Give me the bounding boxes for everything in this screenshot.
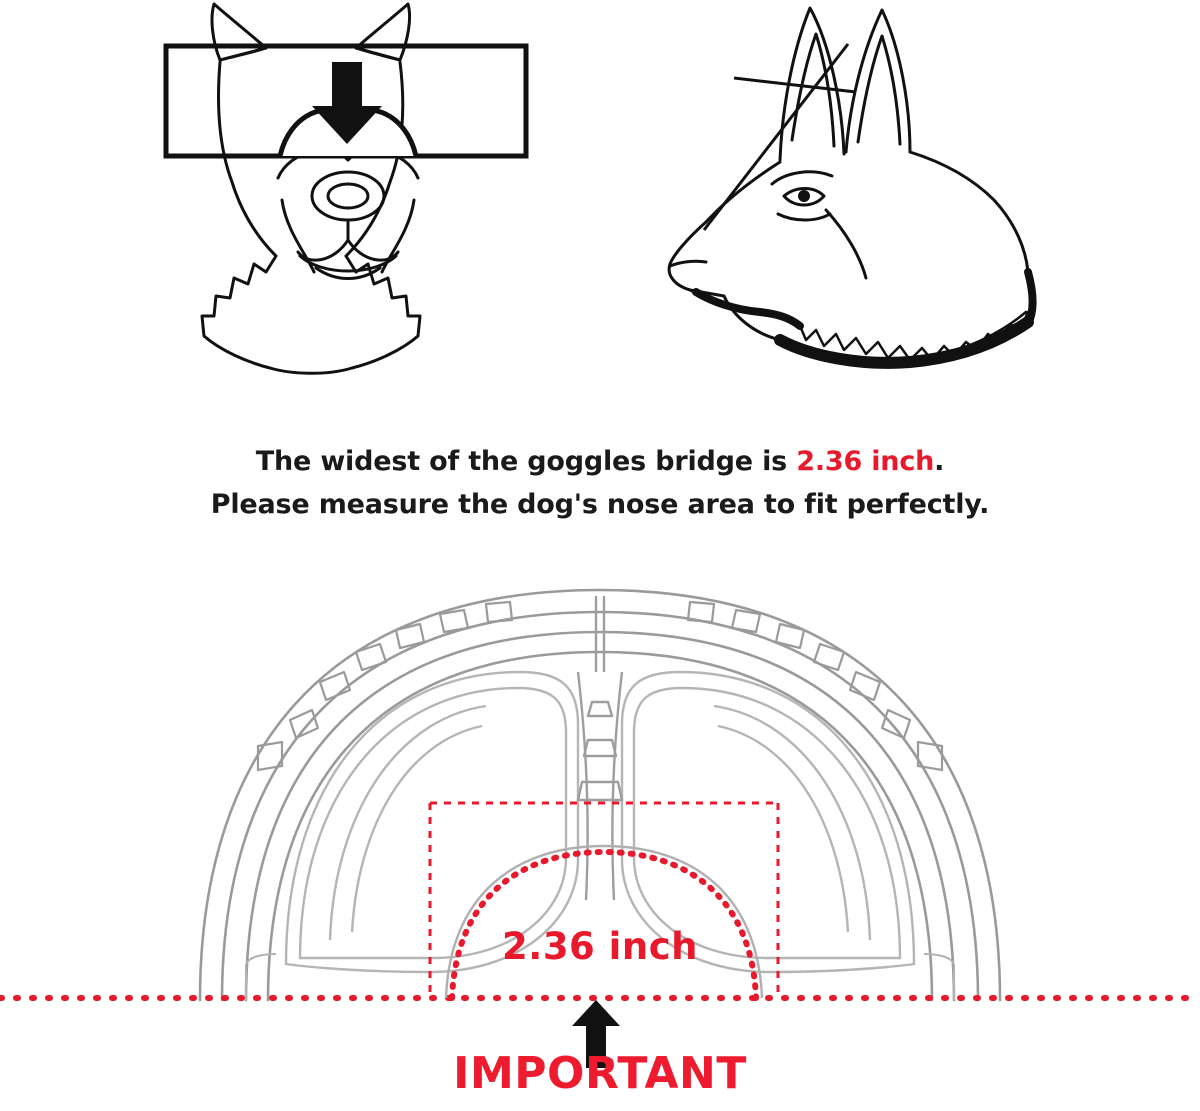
caption-line-1-prefix: The widest of the goggles bridge is (255, 446, 797, 477)
bridge-arch-outline (446, 846, 762, 998)
caption-line-1 (0, 440, 1200, 483)
illustration-row (0, 0, 1200, 420)
dog-front-face-with-goggles-outline (150, 0, 570, 400)
caption-line-1-suffix: . (934, 446, 945, 477)
measurement-box (430, 803, 778, 998)
caption-line-2: Please measure the dog's nose area to fit perfectly. (210, 489, 990, 521)
measurement-value-label: 2.36 inch (502, 925, 698, 968)
caption-block (0, 440, 1200, 526)
dog-side-profile-outline (660, 0, 1100, 390)
caption-measurement-highlight: 2.36 inch (796, 446, 935, 477)
important-label: IMPORTANT (453, 1048, 747, 1099)
